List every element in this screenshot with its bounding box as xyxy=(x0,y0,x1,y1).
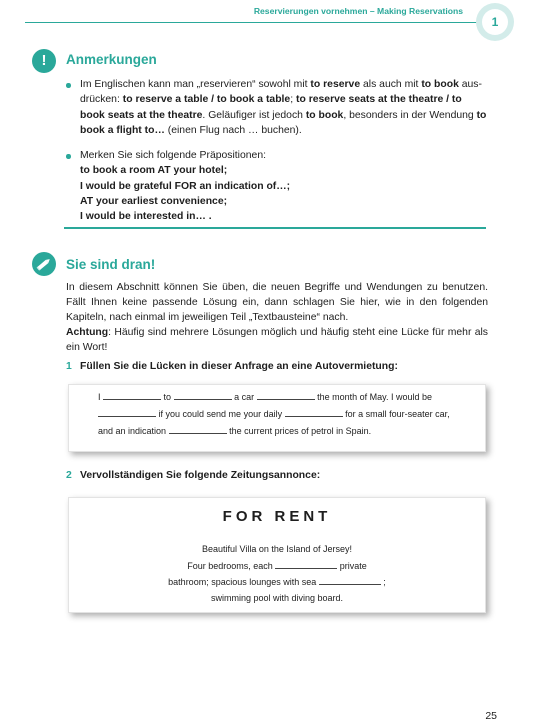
exercise-2-number: 2 xyxy=(66,470,72,481)
note-bullet-2-text xyxy=(80,148,488,224)
preposition-example: AT your earliest convenience; xyxy=(80,195,228,207)
practice-heading: Sie sind dran! xyxy=(66,257,156,272)
text-run: to xyxy=(163,392,172,402)
ad-title: FOR RENT xyxy=(222,508,332,525)
exercise-1-title: Füllen Sie die Lücken in dieser Anfrage an eine Autovermietung: xyxy=(80,361,398,372)
text-run: the current prices of petrol in Spain. xyxy=(229,426,372,436)
text-run: I xyxy=(98,392,101,402)
text-run: if you could send me your daily xyxy=(158,409,283,419)
text-run: and an indication xyxy=(98,426,167,436)
note-bullet-1 xyxy=(66,77,488,138)
bold-term: to reserve a table / to book a table xyxy=(122,94,291,106)
bullet-dot xyxy=(66,83,71,88)
ad-line-3 xyxy=(68,576,486,588)
preposition-example: I would be grateful FOR an indication of…; xyxy=(80,180,291,192)
preposition-example: I would be interested in… . xyxy=(80,211,212,223)
text-run: bathroom; spacious lounges with sea xyxy=(168,577,317,587)
bold-term: to book xyxy=(421,79,459,90)
bullet-dot xyxy=(66,154,71,159)
text-run: for a small four-seater car, xyxy=(345,409,450,419)
warning-label: Achtung xyxy=(66,327,109,338)
gap-blank[interactable] xyxy=(257,392,315,400)
note-bullet-1-text xyxy=(80,77,488,138)
pencil-icon xyxy=(32,252,56,276)
text-run: Im Englischen kann man „reservieren“ sowohl mit xyxy=(80,79,311,90)
notes-heading: Anmerkungen xyxy=(66,52,157,67)
text-run: the month of May. I would be xyxy=(317,392,433,402)
chapter-number: 1 xyxy=(482,9,508,35)
bold-term: to book a flight to… xyxy=(80,109,487,136)
text-run: als auch mit xyxy=(360,79,422,90)
warning-text: : Häufig sind mehrere Lösungen möglich und häufig steht eine Lücke für mehr als ein Wort! xyxy=(66,327,488,353)
text-run: aus-drücken: xyxy=(80,79,482,106)
notes-bottom-rule xyxy=(64,227,486,229)
ad-line-1: Beautiful Villa on the Island of Jersey! xyxy=(202,544,352,554)
gap-blank[interactable] xyxy=(319,577,381,585)
bold-term: to reserve xyxy=(310,79,361,90)
text-run: Four bedrooms, each xyxy=(187,561,273,571)
gap-blank[interactable] xyxy=(169,426,227,434)
ad-line-2 xyxy=(68,560,486,572)
prepositions-intro: Merken Sie sich folgende Präpositionen: xyxy=(80,150,266,161)
text-run: a car xyxy=(234,392,255,402)
preposition-example: to book a room AT your hotel; xyxy=(80,165,228,177)
exercise-1-line-1 xyxy=(98,391,432,403)
exercise-1-line-3 xyxy=(98,425,371,437)
page-number: 25 xyxy=(485,710,497,720)
exclamation-icon: ! xyxy=(32,49,56,73)
header-rule xyxy=(25,22,480,23)
bold-term: to reserve seats at the theatre / to book seats at the theatre xyxy=(80,94,462,121)
text-run: . Geläufiger ist jedoch xyxy=(202,109,306,121)
exercise-2-title: Vervollständigen Sie folgende Zeitungsannonce: xyxy=(80,470,321,481)
exercise-1-line-2 xyxy=(98,408,450,420)
exercise-1-number: 1 xyxy=(66,361,72,372)
bold-term: to book xyxy=(305,109,344,121)
intro-text: In diesem Abschnitt können Sie üben, die neuen Begriffe und Wendungen zu benutzen. Fällt Ihnen keine passende Lösung ein, dann schlagen Sie hier, wie in den folgenden Kapiteln, nach einmal im jeweiligen Teil „Textbausteine“ nach. xyxy=(66,282,488,323)
practice-intro xyxy=(66,280,488,355)
note-bullet-2 xyxy=(66,148,488,224)
gap-blank[interactable] xyxy=(275,561,337,569)
ad-line-4: swimming pool with diving board. xyxy=(210,593,344,603)
text-run: ; xyxy=(290,94,296,106)
gap-blank[interactable] xyxy=(174,392,232,400)
running-header: Reservierungen vornehmen – Making Reservations xyxy=(253,6,463,16)
text-run: private xyxy=(339,561,367,571)
text-run: ; xyxy=(383,577,386,587)
text-run: (einen Flug nach … buchen). xyxy=(164,124,302,136)
chapter-badge xyxy=(476,3,514,41)
text-run: , besonders in der Wendung xyxy=(343,109,477,121)
gap-blank[interactable] xyxy=(98,409,156,417)
gap-blank[interactable] xyxy=(103,392,161,400)
gap-blank[interactable] xyxy=(285,409,343,417)
